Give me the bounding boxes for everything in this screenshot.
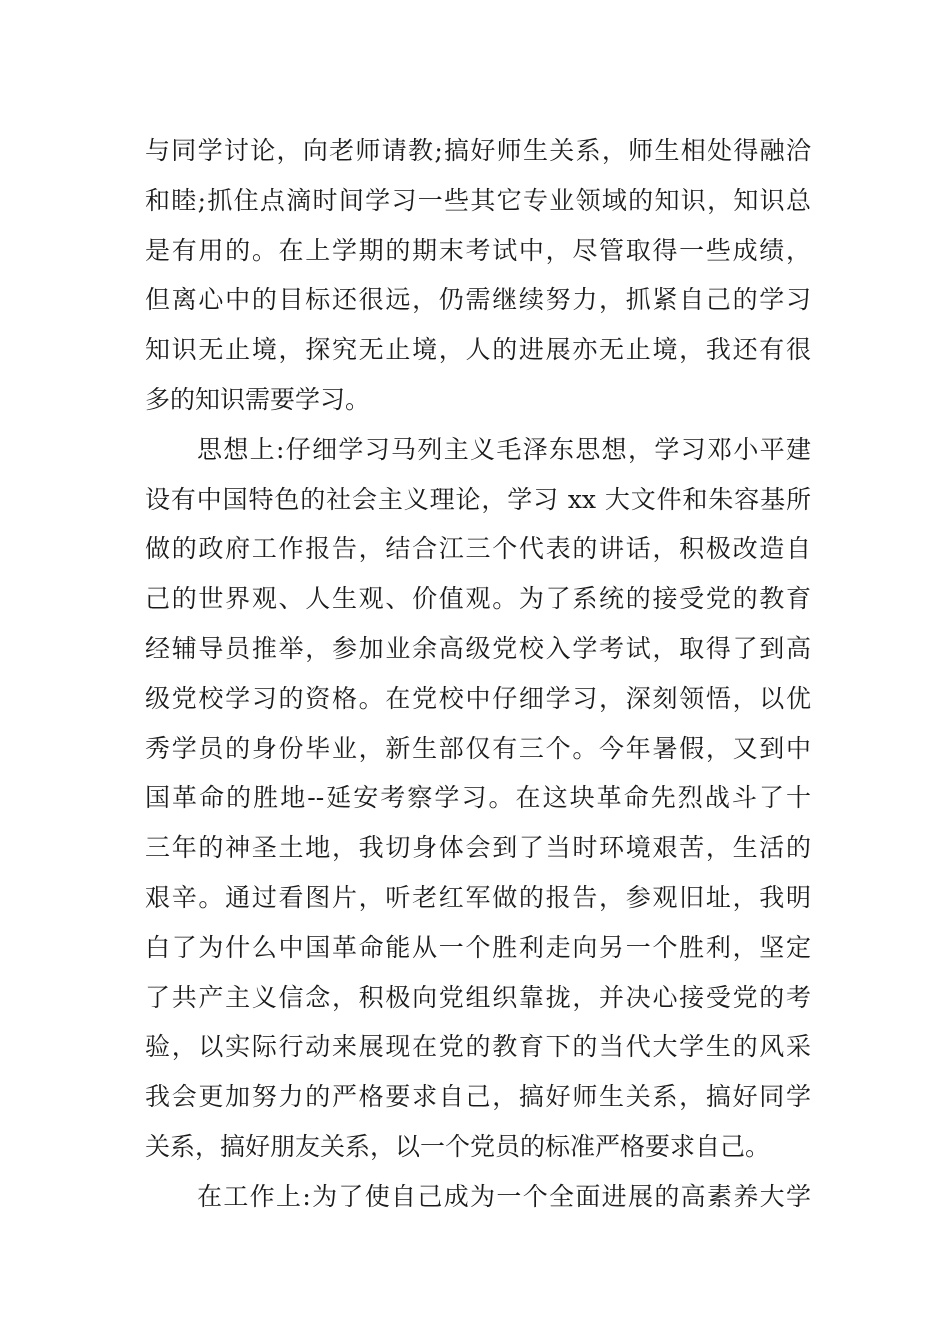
text-line: 我会更加努力的严格要求自己，搞好师生关系，搞好同学 bbox=[145, 1082, 811, 1112]
paragraph-thought bbox=[145, 425, 811, 1172]
text-line: 白了为什么中国革命能从一个胜利走向另一个胜利，坚定 bbox=[145, 932, 811, 962]
text-line: 和睦;抓住点滴时间学习一些其它专业领域的知识，知识总 bbox=[145, 185, 811, 215]
text-line: 是有用的。在上学期的期末考试中，尽管取得一些成绩， bbox=[145, 235, 811, 265]
text-line: 国革命的胜地--延安考察学习。在这块革命先烈战斗了十 bbox=[145, 783, 811, 813]
text-line: 己的世界观、人生观、价值观。为了系统的接受党的教育 bbox=[145, 584, 811, 614]
text-line: 但离心中的目标还很远，仍需继续努力，抓紧自己的学习 bbox=[145, 285, 811, 315]
text-line: 在工作上:为了使自己成为一个全面进展的高素养大学 bbox=[197, 1181, 811, 1211]
paragraph-study bbox=[145, 126, 811, 425]
text-line: 秀学员的身份毕业，新生部仅有三个。今年暑假，又到中 bbox=[145, 733, 811, 763]
text-line: 与同学讨论，向老师请教;搞好师生关系，师生相处得融洽 bbox=[145, 136, 811, 165]
text-line: 了共产主义信念，积极向党组织靠拢，并决心接受党的考 bbox=[145, 982, 811, 1012]
paragraph-work bbox=[145, 1172, 811, 1222]
document-body bbox=[145, 126, 811, 1222]
text-line: 级党校学习的资格。在党校中仔细学习，深刻领悟，以优 bbox=[145, 683, 811, 713]
text-line: 艰辛。通过看图片，听老红军做的报告，参观旧址，我明 bbox=[145, 882, 811, 912]
text-line: 关系，搞好朋友关系，以一个党员的标准严格要求自己。 bbox=[145, 1131, 771, 1161]
text-line: 设有中国特色的社会主义理论，学习 xx 大文件和朱容基所 bbox=[145, 484, 811, 514]
text-line: 思想上:仔细学习马列主义毛泽东思想，学习邓小平建 bbox=[197, 434, 811, 464]
text-line: 验，以实际行动来展现在党的教育下的当代大学生的风采 bbox=[145, 1032, 811, 1062]
text-line: 经辅导员推举，参加业余高级党校入学考试，取得了到高 bbox=[145, 633, 811, 663]
text-line: 多的知识需要学习。 bbox=[145, 384, 371, 414]
text-line: 知识无止境，探究无止境，人的进展亦无止境，我还有很 bbox=[145, 335, 811, 365]
text-line: 三年的神圣土地，我切身体会到了当时环境艰苦，生活的 bbox=[145, 833, 811, 863]
text-line: 做的政府工作报告，结合江三个代表的讲话，积极改造自 bbox=[145, 534, 811, 564]
